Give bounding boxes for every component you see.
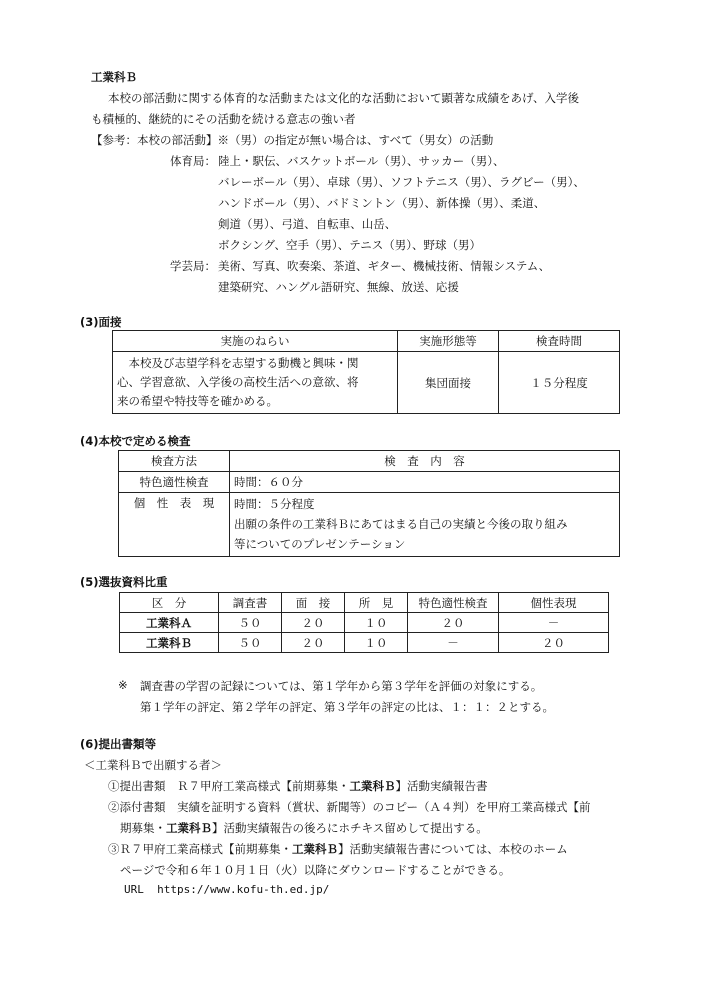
interview-header: 実施形態等 — [398, 331, 499, 352]
sports-line: ボクシング、空手（男）、テニス（男）、野球（男） — [218, 238, 482, 252]
document-item-3: ③Ｒ７甲府工業高様式【前期募集・工業科Ｂ】活動実績報告書については、本校のホーム — [108, 842, 568, 856]
interview-header: 実施のねらい — [113, 331, 398, 352]
table-row: 工業科Ａ ５０ ２０ １０ ２０ － — [120, 613, 609, 633]
document-item-3-cont: ページで令和６年１０月１日（火）以降にダウンロードすることができる。 — [120, 863, 511, 877]
school-url[interactable]: URL https://www.kofu-th.ed.jp/ — [124, 883, 330, 896]
weights-header: 所 見 — [345, 593, 408, 613]
school-test-table — [118, 450, 620, 557]
test-content: 時間：５分程度 出願の条件の工業科Ｂにあてはまる自己の実績と今後の取り組み 等についてのプレゼンテーション — [230, 493, 620, 557]
weights-note-line2: 第１学年の評定、第２学年の評定、第３学年の評定の比は、１：１：２とする。 — [140, 700, 554, 714]
weights-note-mark: ※ — [118, 678, 128, 692]
weights-note-line1: 調査書の学習の記録については、第１学年から第３学年を評価の対象にする。 — [140, 679, 543, 693]
arts-label: 学芸局： — [170, 259, 216, 273]
interview-table — [112, 330, 620, 414]
club-note: 【参考：本校の部活動】※（男）の指定が無い場合は、すべて（男女）の活動 — [91, 133, 494, 147]
interview-heading: (3)面接 — [80, 315, 122, 329]
weights-header: 調査書 — [219, 593, 282, 613]
interview-aim: 本校及び志望学科を志望する動機と興味・関 心、学習意欲、入学後の高校生活への意欲、将 来の希望や特技等を確かめる。 — [113, 352, 398, 414]
table-row: 工業科Ｂ ５０ ２０ １０ － ２０ — [120, 633, 609, 653]
sports-line: 剣道（男）、弓道、自転車、山岳、 — [218, 217, 397, 231]
interview-header: 検査時間 — [499, 331, 620, 352]
interview-time: １５分程度 — [499, 352, 620, 414]
interview-form: 集団面接 — [398, 352, 499, 414]
school-test-header: 検査方法 — [119, 451, 230, 472]
weights-header: 個性表現 — [499, 593, 609, 613]
school-test-heading: (4)本校で定める検査 — [80, 434, 191, 448]
documents-heading: (6)提出書類等 — [80, 737, 157, 751]
test-method: 個 性 表 現 — [119, 493, 230, 557]
weights-header: 面 接 — [282, 593, 345, 613]
document-item-1: ①提出書類 Ｒ７甲府工業高様式【前期募集・工業科Ｂ】活動実績報告書 — [108, 779, 488, 793]
documents-subheading: ＜工業科Ｂで出願する者＞ — [84, 758, 222, 772]
weights-header: 特色適性検査 — [408, 593, 499, 613]
test-content: 時間：６０分 — [230, 472, 620, 493]
weights-header: 区 分 — [120, 593, 219, 613]
arts-line: 建築研究、ハングル語研究、無線、放送、応援 — [218, 280, 459, 294]
sports-line: ハンドボール（男）、バドミントン（男）、新体操（男）、柔道、 — [218, 196, 546, 210]
section-desc-line1: 本校の部活動に関する体育的な活動または文化的な活動において顕著な成績をあげ、入学後 — [108, 91, 580, 105]
sports-line: バレーボール（男）、卓球（男）、ソフトテニス（男）、ラグビー（男）、 — [218, 175, 585, 189]
section-title: 工業科Ｂ — [91, 70, 137, 84]
weights-heading: (5)選抜資料比重 — [80, 575, 168, 589]
section-desc-line2: も積極的、継続的にその活動を続ける意志の強い者 — [91, 112, 356, 126]
school-test-header: 検 査 内 容 — [230, 451, 620, 472]
weights-table — [119, 592, 609, 653]
test-method: 特色適性検査 — [119, 472, 230, 493]
document-item-2: ②添付書類 実績を証明する資料（賞状、新聞等）のコピー（Ａ４判）を甲府工業高様式【前 — [108, 800, 591, 814]
sports-label: 体育局： — [170, 154, 216, 168]
document-item-2-cont: 期募集・工業科Ｂ】活動実績報告の後ろにホチキス留めして提出する。 — [120, 821, 488, 835]
arts-line: 美術、写真、吹奏楽、茶道、ギター、機械技術、情報システム、 — [218, 259, 551, 273]
sports-line: 陸上・駅伝、バスケットボール（男）、サッカー（男）、 — [218, 154, 505, 168]
